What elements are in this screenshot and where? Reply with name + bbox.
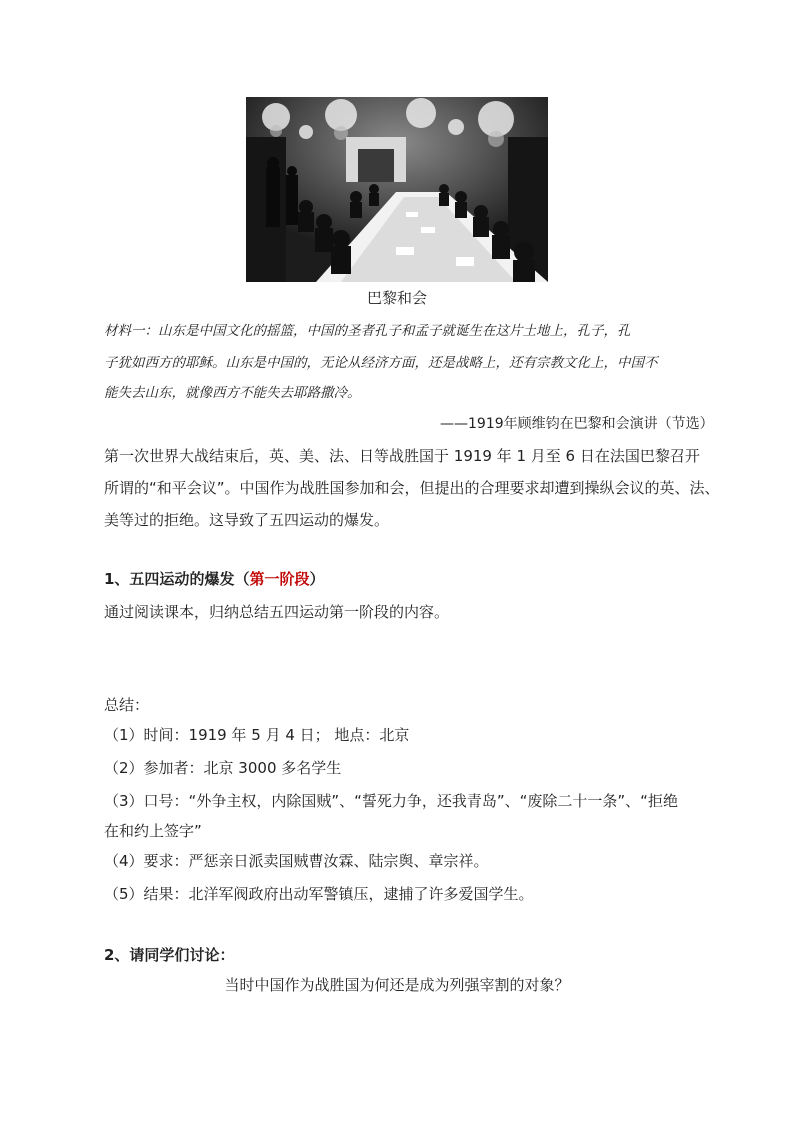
summary-item-time: （1）时间：1919 年 5 月 4 日； 地点：北京 — [104, 726, 410, 744]
section1-heading-main: 1、五四运动的爆发（ — [104, 570, 250, 588]
paris-peace-conference-photo — [246, 97, 548, 282]
section2-heading: 2、请同学们讨论： — [104, 946, 235, 964]
summary-item-slogans: （3）口号：“外争主权，内除国贼”、“誓死力争，还我青岛”、“废除二十一条”、“拒绝 — [104, 792, 678, 810]
section1-instruction: 通过阅读课本，归纳总结五四运动第一阶段的内容。 — [104, 603, 450, 621]
section1-heading-stage: 第一阶段 — [249, 570, 310, 588]
summary-item-demands: （4）要求：严惩亲日派卖国贼曹汝霖、陆宗舆、章宗祥。 — [104, 852, 489, 870]
section1-heading — [104, 568, 324, 590]
summary-item-slogans-cont: 在和约上签字” — [104, 822, 202, 840]
photo-caption: 巴黎和会 — [366, 289, 427, 307]
intro-line-1: 第一次世界大战结束后，英、美、法、日等战胜国于 1919 年 1 月至 6 日在法国巴黎召开 — [104, 447, 700, 465]
quote-line-2: 子犹如西方的耶稣。山东是中国的，无论从经济方面，还是战略上，还有宗教文化上，中国不 — [104, 355, 658, 371]
quote-line-1: 材料一：山东是中国文化的摇篮，中国的圣者孔子和孟子就诞生在这片土地上，孔子，孔 — [104, 323, 631, 339]
intro-line-3: 美等过的拒绝。这导致了五四运动的爆发。 — [104, 511, 390, 529]
quote-line-3: 能失去山东，就像西方不能失去耶路撒冷。 — [104, 385, 361, 401]
section1-heading-end: ） — [309, 570, 325, 588]
intro-line-2: 所谓的“和平会议”。中国作为战胜国参加和会，但提出的合理要求却遭到操纵会议的英、法、 — [104, 479, 720, 497]
quote-source: ——1919年顾维钧在巴黎和会演讲（节选） — [440, 416, 714, 432]
summary-label: 总结： — [104, 696, 150, 714]
summary-item-result: （5）结果：北洋军阀政府出动军警镇压，逮捕了许多爱国学生。 — [104, 885, 534, 903]
summary-item-participants: （2）参加者：北京 3000 多名学生 — [104, 759, 342, 777]
discussion-question: 当时中国作为战胜国为何还是成为列强宰割的对象？ — [224, 976, 570, 994]
